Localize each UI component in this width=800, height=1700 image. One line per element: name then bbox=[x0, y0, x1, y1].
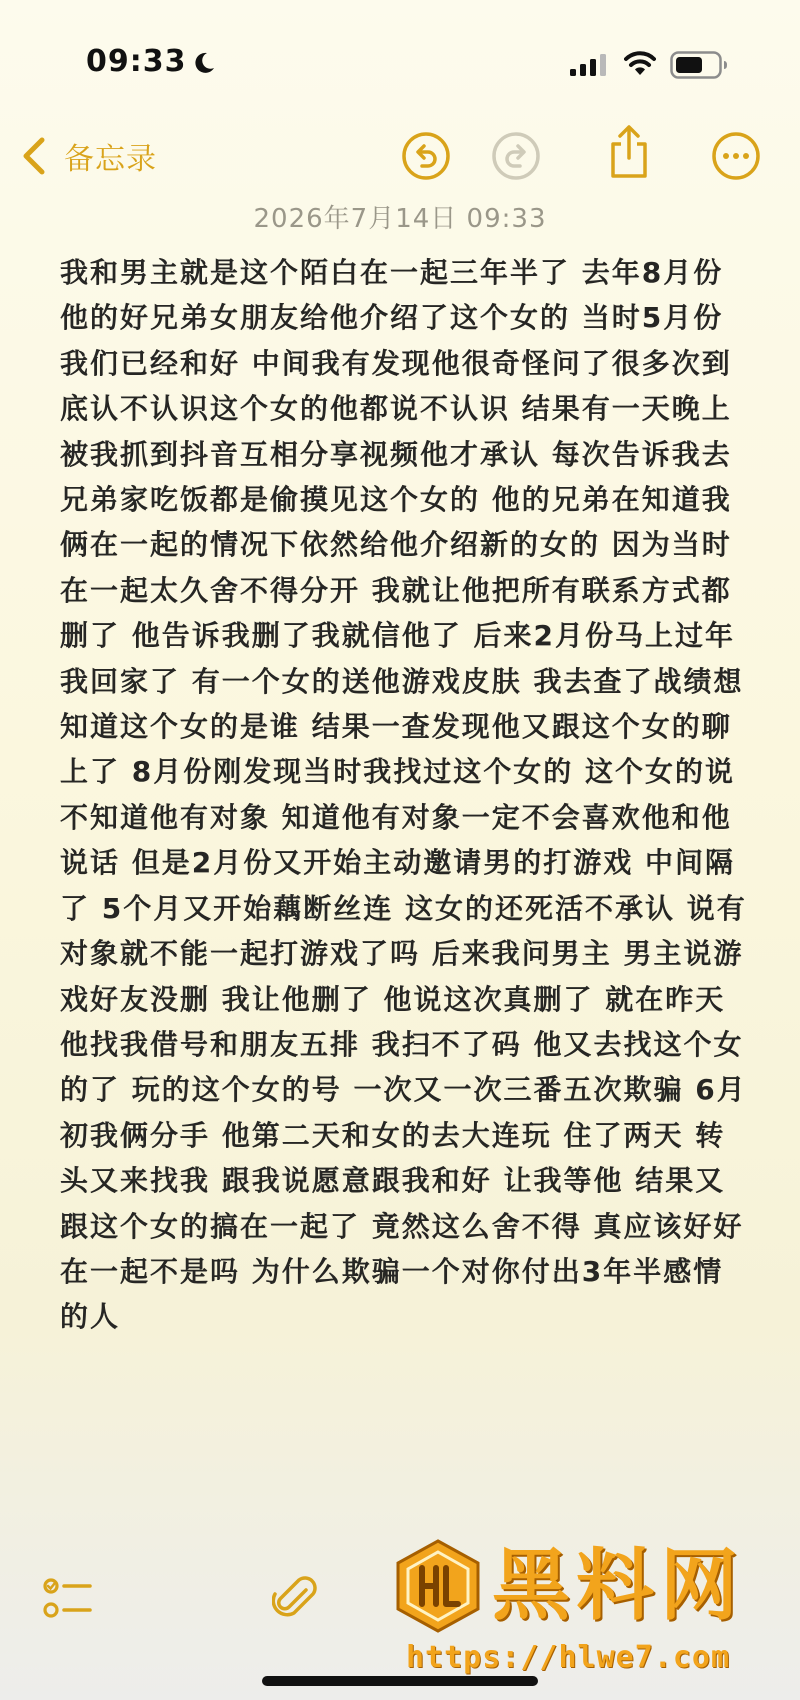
moon-icon bbox=[192, 51, 216, 75]
watermark bbox=[392, 1536, 792, 1686]
more-icon[interactable] bbox=[710, 130, 762, 182]
watermark-url: https://hlwe7.com bbox=[406, 1640, 731, 1675]
back-label: 备忘录 bbox=[64, 142, 157, 177]
note-body[interactable]: 我和男主就是这个陌白在一起三年半了 去年8月份他的好兄弟女朋友给他介绍了这个女的 当时5月份我们已经和好 中间我有发现他很奇怪问了很多次到底认不认识这个女的他都说不认识 结果有一天晚上被我抓到抖音互相分享视频他才承认 每次告诉我去兄弟家吃饭都是偷摸见这个女的 他的兄弟在知道我俩在一起的情况下依然给他介绍新的女的 因为当时在一起太久舍不得分开 我就让他把所有联系方式都删了 他告诉我删了我就信他了 后来2月份马上过年我回家了 有一个女的送他游戏皮肤 我去查了战绩想知道这个女的是谁 结果一查发现他又跟这个女的聊上了 8月份刚发现当时我找过这个女的 这个女的说不知道他有对象 知道他有对象一定不会喜欢他和他说话 但是2月份又开始主动邀请男的打游戏 中间隔了 5个月又开始藕断丝连 这女的还死活不承认 说有对象就不能一起打游戏了吗 后来我问男主 男主说游戏好友没删 我让他删了 他说这次真删了 就在昨天 他找我借号和朋友五排 我扫不了码 他又去找这个女的了 玩的这个女的号 一次又一次三番五次欺骗 6月初我俩分手 他第二天和女的去大连玩 住了两天 转头又来找我 跟我说愿意跟我和好 让我等他 结果又跟这个女的搞在一起了 竟然这么舍不得 真应该好好在一起不是吗 为什么欺骗一个对你付出3年半感情的人 bbox=[60, 256, 747, 1334]
back-button[interactable] bbox=[20, 130, 157, 182]
note-date: 2026年7月14日 09:33 bbox=[253, 204, 547, 234]
chevron-left-icon bbox=[20, 136, 50, 176]
status-bar bbox=[0, 0, 800, 110]
nav-bar bbox=[0, 120, 800, 190]
redo-icon[interactable] bbox=[490, 130, 542, 182]
status-time: 09:33 bbox=[86, 44, 187, 79]
wifi-icon bbox=[624, 50, 656, 76]
undo-icon[interactable] bbox=[400, 130, 452, 182]
checklist-icon[interactable] bbox=[42, 1576, 94, 1622]
watermark-logo-icon bbox=[392, 1538, 484, 1634]
battery-icon bbox=[670, 51, 728, 79]
home-indicator[interactable] bbox=[262, 1676, 538, 1686]
share-icon[interactable] bbox=[603, 122, 655, 182]
attachment-icon[interactable] bbox=[272, 1572, 318, 1624]
watermark-title: 黑料网 bbox=[492, 1541, 745, 1631]
signal-icon bbox=[570, 54, 606, 76]
